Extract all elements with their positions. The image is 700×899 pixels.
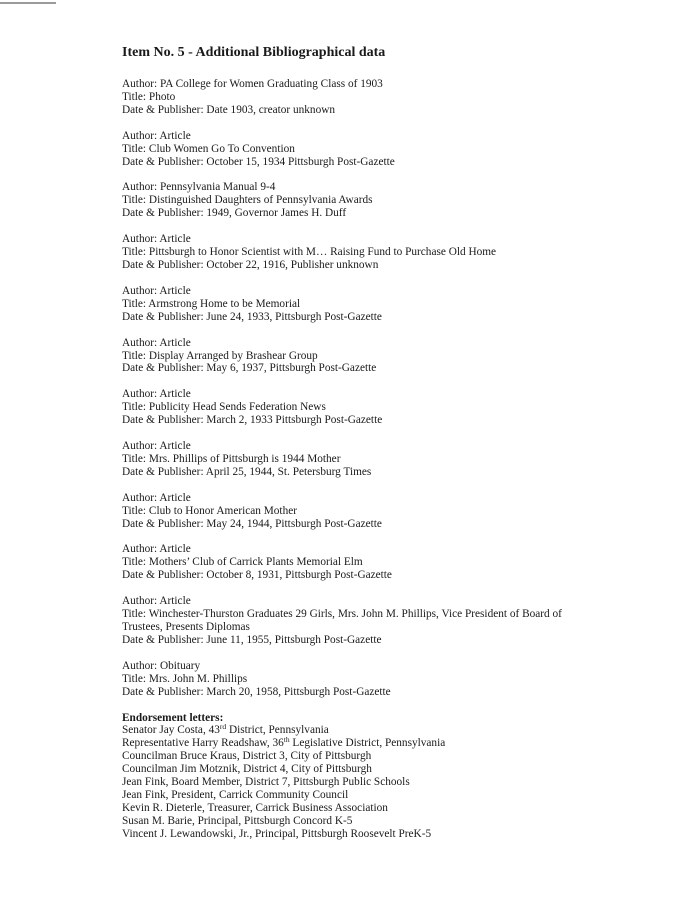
entry-author xyxy=(122,337,592,350)
entry-title xyxy=(122,556,592,569)
entry-date-publisher xyxy=(122,634,592,647)
bibliography-entry xyxy=(122,337,592,376)
entry-author-label: Author: xyxy=(122,284,158,297)
entry-date-publisher-value: June 24, 1933, Pittsburgh Post-Gazette xyxy=(206,310,382,323)
entry-title-label: Title: xyxy=(122,608,147,621)
entry-author xyxy=(122,181,592,194)
entry-title-value: Publicity Head Sends Federation News xyxy=(148,401,326,414)
entry-author-value: Article xyxy=(159,440,191,453)
entry-title xyxy=(122,505,592,518)
entry-title-label: Title: xyxy=(122,504,147,517)
entry-title xyxy=(122,194,592,207)
entry-title-value: Mrs. John M. Phillips xyxy=(148,672,248,685)
entry-title xyxy=(122,143,592,156)
entry-title xyxy=(122,608,592,634)
entry-date-publisher xyxy=(122,259,592,272)
bibliography-entry xyxy=(122,543,592,582)
endorsement-item: Kevin R. Dieterle, Treasurer, Carrick Business Association xyxy=(122,801,388,814)
entry-date-publisher-label: Date & Publisher: xyxy=(122,207,204,220)
entry-author-value: Obituary xyxy=(159,659,201,672)
entry-title-value: Mothers’ Club of Carrick Plants Memorial Elm xyxy=(148,556,363,569)
entry-date-publisher-label: Date & Publisher: xyxy=(122,465,204,478)
bibliography-entry xyxy=(122,181,592,220)
entry-author-value: Pennsylvania Manual 9-4 xyxy=(159,181,276,194)
endorsement-section xyxy=(122,712,592,841)
entry-title-value: Club Women Go To Convention xyxy=(148,142,295,155)
entry-author-label: Author: xyxy=(122,491,158,504)
entry-title-label: Title: xyxy=(122,142,147,155)
entry-title xyxy=(122,673,592,686)
entry-date-publisher-value: March 20, 1958, Pittsburgh Post-Gazette xyxy=(206,685,391,698)
entry-date-publisher-label: Date & Publisher: xyxy=(122,569,204,582)
entry-date-publisher xyxy=(122,686,592,699)
entry-author-label: Author: xyxy=(122,440,158,453)
entry-title-value: Display Arranged by Brashear Group xyxy=(148,349,318,362)
entry-author-label: Author: xyxy=(122,233,158,246)
entry-date-publisher-label: Date & Publisher: xyxy=(122,633,204,646)
entry-date-publisher-value: October 8, 1931, Pittsburgh Post-Gazette xyxy=(206,569,392,582)
entry-date-publisher xyxy=(122,414,592,427)
entry-author xyxy=(122,130,592,143)
entry-author-value: Article xyxy=(159,129,191,142)
entry-title-label: Title: xyxy=(122,672,147,685)
entry-title-value: Distinguished Daughters of Pennsylvania Awards xyxy=(148,194,373,207)
entry-date-publisher xyxy=(122,569,592,582)
entry-author-value: Article xyxy=(159,233,191,246)
entry-author xyxy=(122,595,592,608)
entry-date-publisher-label: Date & Publisher: xyxy=(122,103,204,116)
endorsement-item: Senator Jay Costa, 43rd District, Pennsylvania xyxy=(122,722,329,737)
entry-author-label: Author: xyxy=(122,336,158,349)
entry-date-publisher-value: May 6, 1937, Pittsburgh Post-Gazette xyxy=(206,362,377,375)
entry-author xyxy=(122,440,592,453)
entry-author-label: Author: xyxy=(122,181,158,194)
endorsement-list xyxy=(122,750,592,840)
entry-date-publisher-value: 1949, Governor James H. Duff xyxy=(206,207,347,220)
bibliography-entry xyxy=(122,595,592,647)
endorsement-item: Representative Harry Readshaw, 36th Legislative District, Pennsylvania xyxy=(122,735,446,750)
entry-title-label: Title: xyxy=(122,452,147,465)
entry-author-value: Article xyxy=(159,388,191,401)
endorsement-item: Councilman Jim Motznik, District 4, City of Pittsburgh xyxy=(122,763,372,776)
endorsement-item: Councilman Bruce Kraus, District 3, City of Pittsburgh xyxy=(122,750,372,763)
entry-date-publisher-label: Date & Publisher: xyxy=(122,155,204,168)
endorsement-item: Jean Fink, President, Carrick Community Council xyxy=(122,788,349,801)
entry-title-value: Photo xyxy=(148,90,176,103)
entry-author-label: Author: xyxy=(122,659,158,672)
entry-date-publisher-label: Date & Publisher: xyxy=(122,362,204,375)
entry-author-value: Article xyxy=(159,543,191,556)
entry-date-publisher xyxy=(122,311,592,324)
entry-date-publisher-label: Date & Publisher: xyxy=(122,310,204,323)
entry-title xyxy=(122,350,592,363)
entry-title-label: Title: xyxy=(122,297,147,310)
entry-title-label: Title: xyxy=(122,90,147,103)
entry-date-publisher xyxy=(122,104,592,117)
bibliography-entry xyxy=(122,130,592,169)
endorsement-item: Vincent J. Lewandowski, Jr., Principal, Pittsburgh Roosevelt PreK-5 xyxy=(122,827,432,840)
entry-title-label: Title: xyxy=(122,556,147,569)
document-heading: Item No. 5 - Additional Bibliographical data xyxy=(122,45,386,60)
bibliography-entry xyxy=(122,233,592,272)
entry-date-publisher xyxy=(122,518,592,531)
entry-date-publisher-value: March 2, 1933 Pittsburgh Post-Gazette xyxy=(206,414,383,427)
entry-title xyxy=(122,298,592,311)
bibliography-entry xyxy=(122,285,592,324)
entry-title xyxy=(122,246,592,259)
entry-author-value: Article xyxy=(159,595,191,608)
entry-author-label: Author: xyxy=(122,78,158,90)
entry-title-label: Title: xyxy=(122,401,147,414)
entry-author xyxy=(122,660,592,673)
entry-author-value: Article xyxy=(159,336,191,349)
entry-author-value: Article xyxy=(159,284,191,297)
endorsement-heading: Endorsement letters: xyxy=(122,711,224,724)
entry-author-label: Author: xyxy=(122,543,158,556)
entry-date-publisher-value: October 22, 1916, Publisher unknown xyxy=(206,258,379,271)
entry-title-label: Title: xyxy=(122,349,147,362)
entry-title xyxy=(122,401,592,414)
entry-author xyxy=(122,492,592,505)
entry-date-publisher xyxy=(122,466,592,479)
bibliography-entry xyxy=(122,660,592,699)
entry-title-value: Armstrong Home to be Memorial xyxy=(148,297,301,310)
entry-title-label: Title: xyxy=(122,246,147,259)
entry-date-publisher xyxy=(122,362,592,375)
entry-author-value: Article xyxy=(159,491,191,504)
entry-title-value: Mrs. Phillips of Pittsburgh is 1944 Mother xyxy=(148,452,341,465)
endorsement-item: Susan M. Barie, Principal, Pittsburgh Concord K-5 xyxy=(122,814,353,827)
entry-date-publisher-value: October 15, 1934 Pittsburgh Post-Gazette xyxy=(206,155,395,168)
entry-author xyxy=(122,233,592,246)
entry-date-publisher-label: Date & Publisher: xyxy=(122,517,204,530)
entry-author xyxy=(122,543,592,556)
entry-date-publisher-value: June 11, 1955, Pittsburgh Post-Gazette xyxy=(206,633,382,646)
entry-author xyxy=(122,78,592,91)
entry-title-value: Club to Honor American Mother xyxy=(148,504,297,517)
bibliography-entry xyxy=(122,388,592,427)
entry-date-publisher xyxy=(122,156,592,169)
entry-author-label: Author: xyxy=(122,388,158,401)
entry-date-publisher-label: Date & Publisher: xyxy=(122,685,204,698)
entry-date-publisher xyxy=(122,207,592,220)
entry-title xyxy=(122,453,592,466)
entry-author xyxy=(122,285,592,298)
scan-edge-mark xyxy=(0,2,56,4)
entry-date-publisher-value: April 25, 1944, St. Petersburg Times xyxy=(205,465,372,478)
entry-date-publisher-label: Date & Publisher: xyxy=(122,414,204,427)
entry-date-publisher-value: Date 1903, creator unknown xyxy=(206,103,336,116)
entry-author-label: Author: xyxy=(122,595,158,608)
bibliography-entry xyxy=(122,440,592,479)
entry-author xyxy=(122,388,592,401)
entry-author-value: PA College for Women Graduating Class of 1903 xyxy=(159,78,383,90)
endorsement-item: Jean Fink, Board Member, District 7, Pittsburgh Public Schools xyxy=(122,776,410,789)
entry-title-value: Winchester-Thurston Graduates 29 Girls, Mrs. John M. Phillips, Vice President of Board of Trustees, Presents Diplomas xyxy=(122,608,562,633)
entry-title-value: Pittsburgh to Honor Scientist with M… Raising Fund to Purchase Old Home xyxy=(148,246,497,259)
entry-date-publisher-label: Date & Publisher: xyxy=(122,258,204,271)
document-page xyxy=(122,44,592,841)
entry-title-label: Title: xyxy=(122,194,147,207)
entry-author-label: Author: xyxy=(122,129,158,142)
bibliography-entry xyxy=(122,78,592,117)
entry-title xyxy=(122,91,592,104)
bibliography-entry xyxy=(122,492,592,531)
entry-date-publisher-value: May 24, 1944, Pittsburgh Post-Gazette xyxy=(206,517,382,530)
bibliography-list xyxy=(122,78,592,699)
